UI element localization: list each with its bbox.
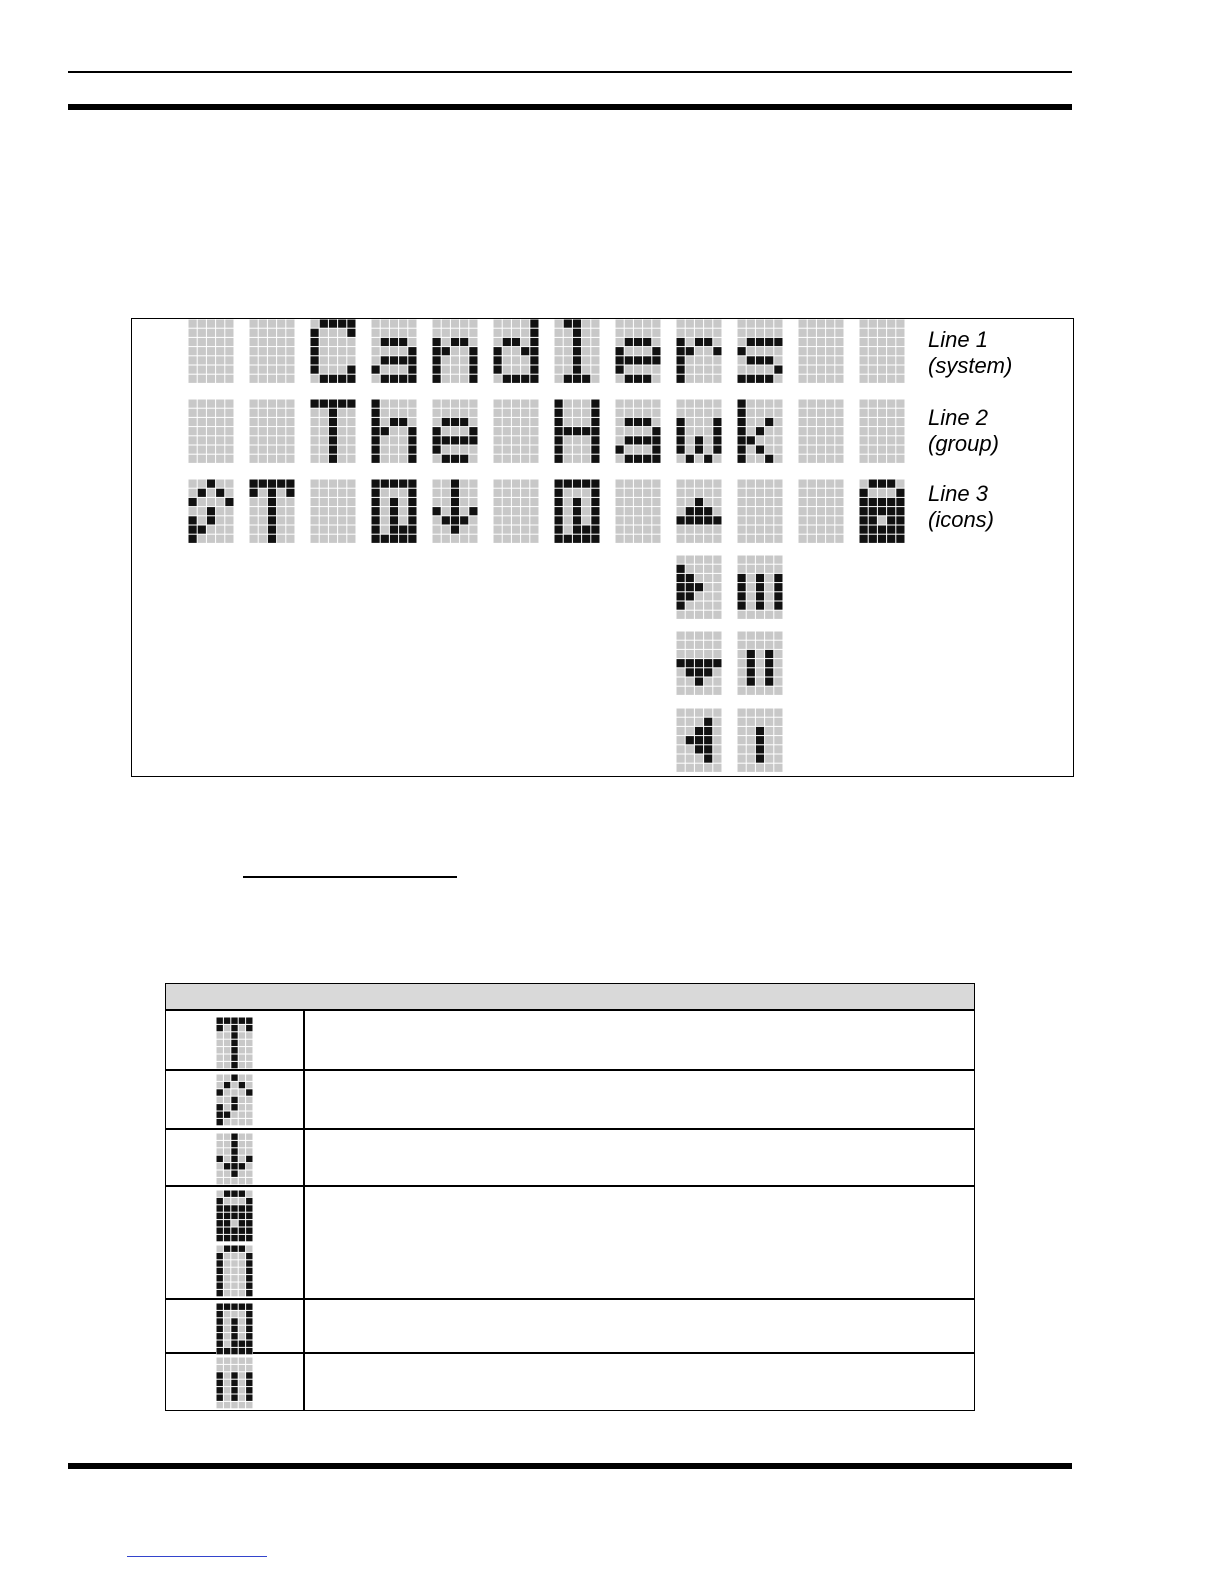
row-divider [166, 1128, 974, 1130]
line-2-desc: (group) [928, 431, 999, 456]
line-2-title: Line 2 [928, 405, 988, 430]
antenna-icon [216, 1074, 253, 1126]
lcd-char-cell [737, 479, 783, 543]
lcd-char-cell [798, 319, 844, 383]
lcd-char-cell [676, 319, 722, 383]
lcd-char-cell [310, 319, 356, 383]
row-divider [166, 1298, 974, 1300]
lcd-char-cell [493, 319, 539, 383]
signal-bars-3-icon [737, 555, 783, 619]
lcd-char-cell [249, 319, 295, 383]
lcd-char-cell [432, 319, 478, 383]
tower-icon [216, 1017, 253, 1069]
lock-open-icon [216, 1245, 253, 1297]
bottom-thick-rule [68, 1463, 1072, 1469]
lcd-char-cell [493, 399, 539, 463]
line-1-desc: (system) [928, 353, 1013, 378]
line-3-title: Line 3 [928, 481, 988, 506]
signal-bars-1-icon [737, 708, 783, 772]
table-header [166, 984, 974, 1011]
down-arrow-icon [216, 1133, 253, 1185]
line-2-label [928, 405, 999, 457]
lcd-char-cell [249, 399, 295, 463]
column-divider [303, 1011, 305, 1411]
lcd-char-cell [432, 399, 478, 463]
down-arrow-icon [432, 479, 478, 543]
section-heading-underline [243, 876, 457, 878]
line-1-label [928, 327, 1012, 379]
row-divider [166, 1352, 974, 1354]
lcd-char-cell [615, 479, 661, 543]
antenna-icon [188, 479, 234, 543]
lcd-char-cell [310, 479, 356, 543]
lcd-char-cell [615, 399, 661, 463]
lcd-char-cell [676, 399, 722, 463]
lcd-char-cell [615, 319, 661, 383]
lcd-display-figure [131, 318, 1074, 777]
lcd-char-cell [737, 319, 783, 383]
lcd-char-cell [188, 399, 234, 463]
lcd-char-cell [859, 319, 905, 383]
bracket-icon [371, 479, 417, 543]
lcd-char-cell [554, 399, 600, 463]
down-triangle-icon [676, 631, 722, 695]
tower-icon [249, 479, 295, 543]
lock-closed-icon [859, 479, 905, 543]
lcd-char-cell [188, 319, 234, 383]
row-divider [166, 1185, 974, 1187]
signal-bars-3-icon [216, 1357, 253, 1409]
left-triangle-icon [676, 708, 722, 772]
line-3-desc: (icons) [928, 507, 995, 532]
bracket-icon [216, 1303, 253, 1355]
top-thick-rule [68, 104, 1072, 110]
icon-table [165, 983, 975, 1411]
line-3-label [928, 481, 994, 533]
row-divider [166, 1069, 974, 1071]
bracket-icon [554, 479, 600, 543]
lcd-char-cell [554, 319, 600, 383]
lcd-char-cell [371, 319, 417, 383]
up-triangle-icon [676, 479, 722, 543]
lcd-char-cell [798, 479, 844, 543]
top-thin-rule [68, 71, 1072, 73]
line-1-title: Line 1 [928, 327, 988, 352]
signal-bars-2-icon [737, 631, 783, 695]
lcd-char-cell [798, 399, 844, 463]
lcd-char-cell [310, 399, 356, 463]
lcd-char-cell [737, 399, 783, 463]
lcd-char-cell [493, 479, 539, 543]
lcd-char-cell [859, 399, 905, 463]
lcd-char-cell [371, 399, 417, 463]
lock-closed-icon [216, 1190, 253, 1242]
right-triangle-icon [676, 555, 722, 619]
footer-link-underline [127, 1556, 267, 1557]
